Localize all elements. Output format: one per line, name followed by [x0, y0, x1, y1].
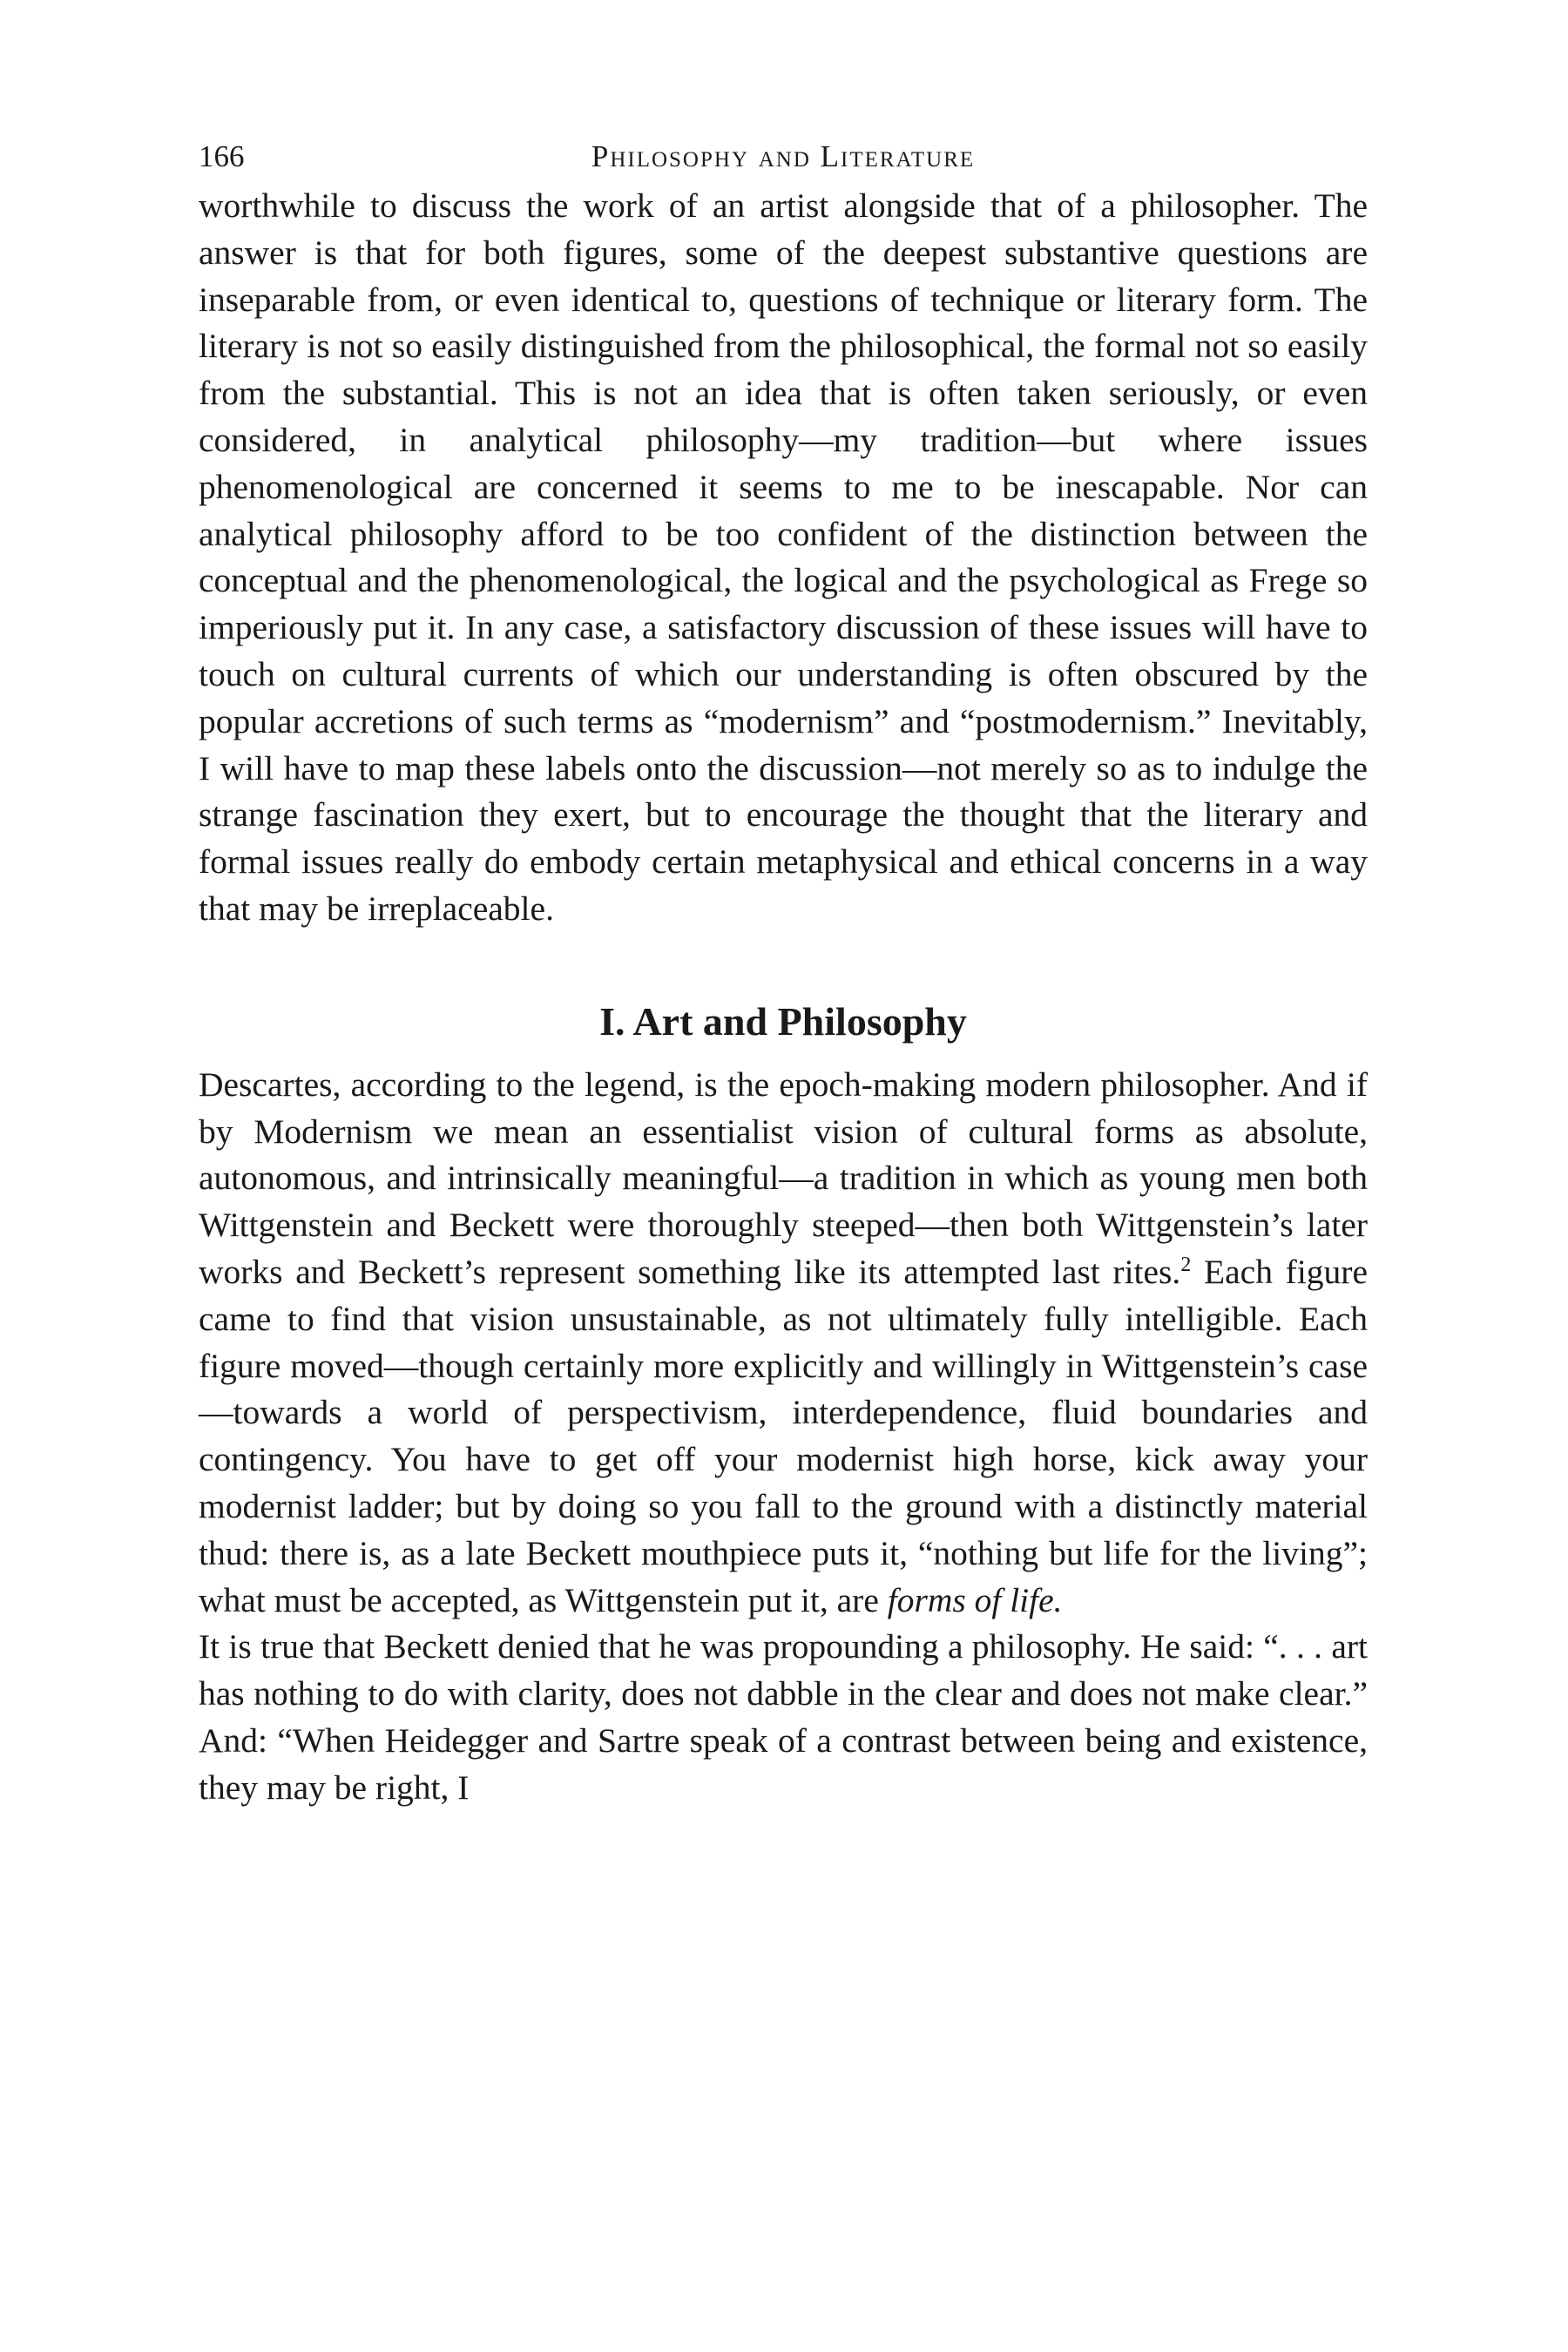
- running-head: [199, 131, 1368, 183]
- running-title: Philosophy and Literature: [591, 139, 976, 173]
- paragraph-beckett: It is true that Beckett denied that he was propounding a philosophy. He said: “. . . art has nothing to do with clarity, does not dabble in the clear and does not make clear.” And: “When Heidegger and Sartre speak of a contrast between being and existence, they may be right, I: [199, 1627, 1368, 1807]
- footnote-reference[interactable]: 2: [1180, 1253, 1192, 1276]
- section-heading: I. Art and Philosophy: [599, 998, 967, 1044]
- body-text: [199, 183, 1368, 1812]
- paragraph-descartes-text: Descartes, according to the legend, is the epoch-making modern philosopher. And if by Modernism we mean an essentialist vision of cultural forms as absolute, autonomous, and intrinsically meaningful—a tradition in which as young men both Wittgenstein and Beckett were thoroughly steeped—then both Wittgenstein’s later works and Beckett’s represent something like its attempted last rites.: [199, 1064, 1368, 1291]
- page-number: 166: [199, 139, 245, 173]
- italic-phrase: forms of life.: [887, 1580, 1063, 1619]
- paragraph-continued: worthwhile to discuss the work of an artist alongside that of a philosopher. The answer is that for both figures, some of the deepest substantive questions are inseparable from, or even identical to, questions of technique or literary form. The literary is not so easily distinguished from the philosophical, the formal not so easily from the substantial. This is not an idea that is often taken seriously, or even considered, in analytical philosophy—my tradition—but where issues phenomenological are concerned it seems to me to be inescapable. Nor can analytical philosophy afford to be too confident of the distinction between the conceptual and the phenomenological, the logical and the psychological as Frege so imperiously put it. In any case, a satisfactory discussion of these issues will have to touch on cultural currents of which our understanding is often obscured by the popular accretions of such terms as “modernism” and “postmodernism.” Inevitably, I will have to map these labels onto the discussion—not merely so as to indulge the strange fascination they exert, but to encourage the thought that the literary and formal issues really do embody certain metaphysical and ethical concerns in a way that may be irreplaceable.: [199, 186, 1368, 928]
- book-page: [199, 131, 1368, 1812]
- paragraph-descartes: [199, 1062, 1368, 1625]
- paragraph-descartes-text-continued: Each figure came to find that vision unsustainable, as not ultimately fully intelligible. Each figure moved—though certainly more explicitly and willingly in Wittgenstein’s case—towards a world of perspectivism, interdependence, fluid boundaries and contingency. You have to get off your modernist high horse, kick away your modernist ladder; but by doing so you fall to the ground with a distinctly material thud: there is, as a late Beckett mouthpiece puts it, “nothing but life for the living”; what must be accepted, as Wittgenstein put it, are: [199, 1252, 1368, 1619]
